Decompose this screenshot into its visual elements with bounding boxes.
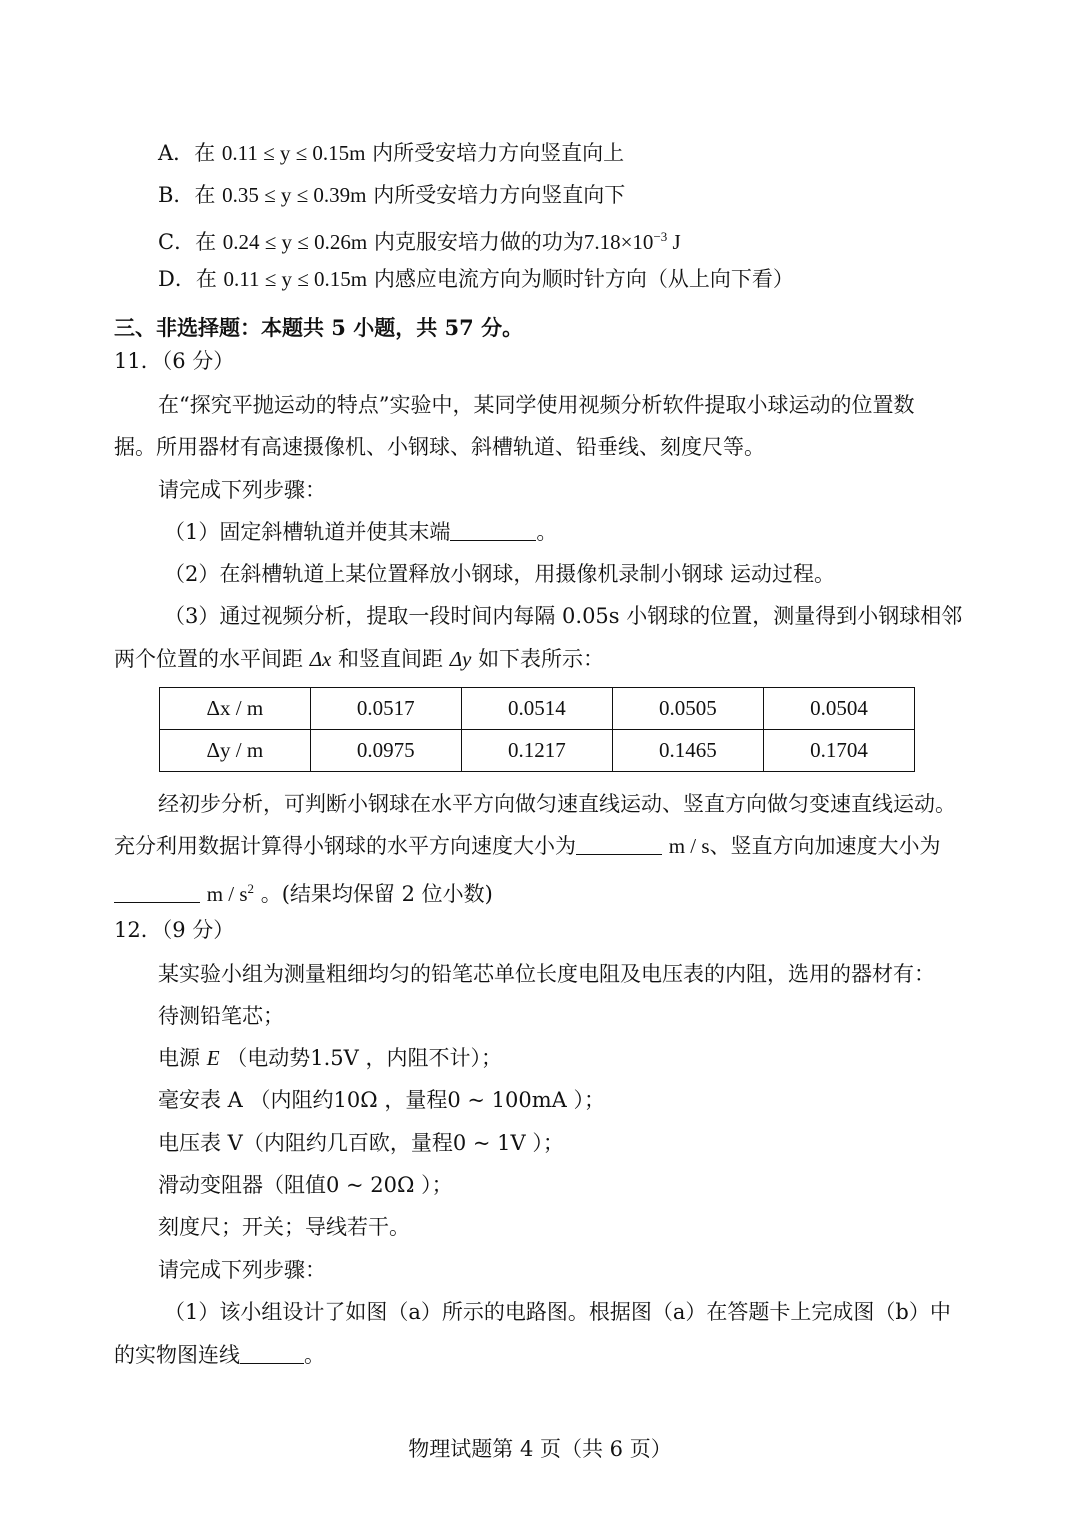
table-row-header: Δx / m bbox=[160, 688, 311, 730]
q11-step-3-post: 如下表所示： bbox=[478, 647, 605, 671]
q11-analysis-line-1: 经初步分析，可判断小钢球在水平方向做匀速直线运动、竖直方向做匀变速直线运动。 bbox=[158, 792, 956, 816]
table-cell: 0.1217 bbox=[461, 730, 612, 772]
q12-item-2-e: E bbox=[206, 1046, 220, 1070]
table-cell: 0.0975 bbox=[310, 730, 461, 772]
q12-item-4: 电压表 V（内阻约几百欧，量程0 ~ 1V ）； bbox=[158, 1131, 564, 1155]
q11-step-3-dx: Δx bbox=[309, 647, 332, 671]
q12-item-2-pre: 电源 bbox=[158, 1046, 200, 1070]
option-b-label: B．在 bbox=[158, 183, 216, 207]
q12-step-1-blank bbox=[240, 1343, 304, 1364]
q11-analysis-pre: 充分利用数据计算得小钢球的水平方向速度大小为 bbox=[114, 834, 576, 858]
table-cell: 0.1465 bbox=[612, 730, 763, 772]
option-d-label: D．在 bbox=[158, 267, 217, 291]
q12-number: 12．（9 分） bbox=[114, 918, 235, 942]
option-a-label: A．在 bbox=[158, 141, 216, 165]
q12-item-3: 毫安表 A （内阻约10Ω ，量程0 ~ 100mA ）； bbox=[158, 1088, 605, 1112]
q12-item-5: 滑动变阻器（阻值0 ~ 20Ω ）； bbox=[158, 1173, 453, 1197]
q11-intro-line-1: 在“探究平抛运动的特点”实验中，某同学使用视频分析软件提取小球运动的位置数 bbox=[158, 393, 915, 417]
q12-item-6: 刻度尺；开关；导线若干。 bbox=[158, 1215, 410, 1239]
q11-step-1 bbox=[164, 517, 557, 547]
option-c-range: 0.24 ≤ y ≤ 0.26m bbox=[222, 230, 368, 254]
q11-step-2: （2）在斜槽轨道上某位置释放小钢球，用摄像机录制小钢球 运动过程。 bbox=[164, 562, 836, 586]
q12-intro: 某实验小组为测量粗细均匀的铅笔芯单位长度电阻及电压表的内阻，选用的器材有： bbox=[158, 962, 935, 986]
q11-velocity-blank bbox=[576, 834, 662, 855]
option-b-range: 0.35 ≤ y ≤ 0.39m bbox=[222, 183, 367, 207]
q11-intro-line-2: 据。所用器材有高速摄像机、小钢球、斜槽轨道、铅垂线、刻度尺等。 bbox=[114, 435, 765, 459]
table-cell: 0.1704 bbox=[763, 730, 914, 772]
q11-acceleration-unit: m / s bbox=[206, 882, 248, 906]
q11-analysis-post: 、竖直方向加速度大小为 bbox=[709, 834, 941, 858]
q12-prompt: 请完成下列步骤： bbox=[158, 1258, 326, 1282]
page-footer: 物理试题第 4 页（共 6 页） bbox=[408, 1437, 672, 1461]
q12-step-1-line-1: （1）该小组设计了如图（a）所示的电路图。根据图（a）在答题卡上完成图（b）中 bbox=[164, 1300, 951, 1324]
option-b-text: 内所受安培力方向竖直向下 bbox=[373, 183, 626, 207]
q11-step-1-end: 。 bbox=[536, 520, 558, 544]
q12-step-1-line-2 bbox=[114, 1340, 325, 1370]
q11-step-1-blank bbox=[450, 520, 536, 541]
q11-number: 11．（6 分） bbox=[114, 349, 235, 373]
option-d bbox=[158, 264, 794, 294]
option-d-text: 内感应电流方向为顺时针方向（从上向下看） bbox=[373, 267, 794, 291]
table-cell: 0.0514 bbox=[461, 688, 612, 730]
option-b bbox=[158, 180, 625, 210]
q11-step-1-text: （1）固定斜槽轨道并使其末端 bbox=[164, 520, 451, 544]
q11-step-3-dy: Δy bbox=[449, 647, 472, 671]
section-title: 三、非选择题：本题共 5 小题，共 57 分。 bbox=[114, 315, 524, 340]
option-c-label: C．在 bbox=[158, 230, 217, 254]
q11-data-table bbox=[159, 687, 915, 772]
table-cell: 0.0505 bbox=[612, 688, 763, 730]
table-row-header: Δy / m bbox=[160, 730, 311, 772]
q11-step-3-line-2 bbox=[114, 644, 604, 674]
q11-acceleration-exponent: 2 bbox=[247, 881, 255, 896]
q12-item-1: 待测铅笔芯； bbox=[158, 1004, 284, 1028]
option-a-range: 0.11 ≤ y ≤ 0.15m bbox=[221, 141, 366, 165]
option-d-range: 0.11 ≤ y ≤ 0.15m bbox=[223, 267, 368, 291]
option-c-value: 7.18×10 bbox=[583, 230, 654, 254]
table-row bbox=[160, 730, 915, 772]
q11-analysis-line-2 bbox=[114, 831, 941, 861]
q11-analysis-note: 。(结果均保留 2 位小数) bbox=[260, 882, 493, 906]
q11-acceleration-blank bbox=[114, 882, 200, 903]
option-c-exponent: −3 bbox=[653, 229, 668, 244]
q11-prompt: 请完成下列步骤： bbox=[158, 478, 326, 502]
option-c-unit: J bbox=[667, 230, 681, 254]
table-cell: 0.0504 bbox=[763, 688, 914, 730]
q12-step-1-end: 。 bbox=[304, 1343, 325, 1367]
q12-step-1-pre: 的实物图连线 bbox=[114, 1343, 240, 1367]
table-cell: 0.0517 bbox=[310, 688, 461, 730]
q11-step-3-line-1: （3）通过视频分析，提取一段时间内每隔 0.05s 小钢球的位置，测量得到小钢球相邻 bbox=[164, 604, 963, 628]
q11-analysis-line-3 bbox=[114, 874, 493, 909]
table-row bbox=[160, 688, 915, 730]
q12-item-2-post: （电动势1.5V ，内阻不计）； bbox=[226, 1046, 502, 1070]
q11-velocity-unit: m / s bbox=[668, 834, 710, 858]
option-a-text: 内所受安培力方向竖直向上 bbox=[372, 141, 625, 165]
option-a bbox=[158, 138, 624, 168]
q11-step-3-mid: 和竖直间距 bbox=[338, 647, 444, 671]
q12-item-2 bbox=[158, 1043, 502, 1073]
option-c-text: 内克服安培力做的功为 bbox=[373, 230, 584, 254]
q11-step-3-pre: 两个位置的水平间距 bbox=[114, 647, 303, 671]
option-c bbox=[158, 222, 681, 257]
